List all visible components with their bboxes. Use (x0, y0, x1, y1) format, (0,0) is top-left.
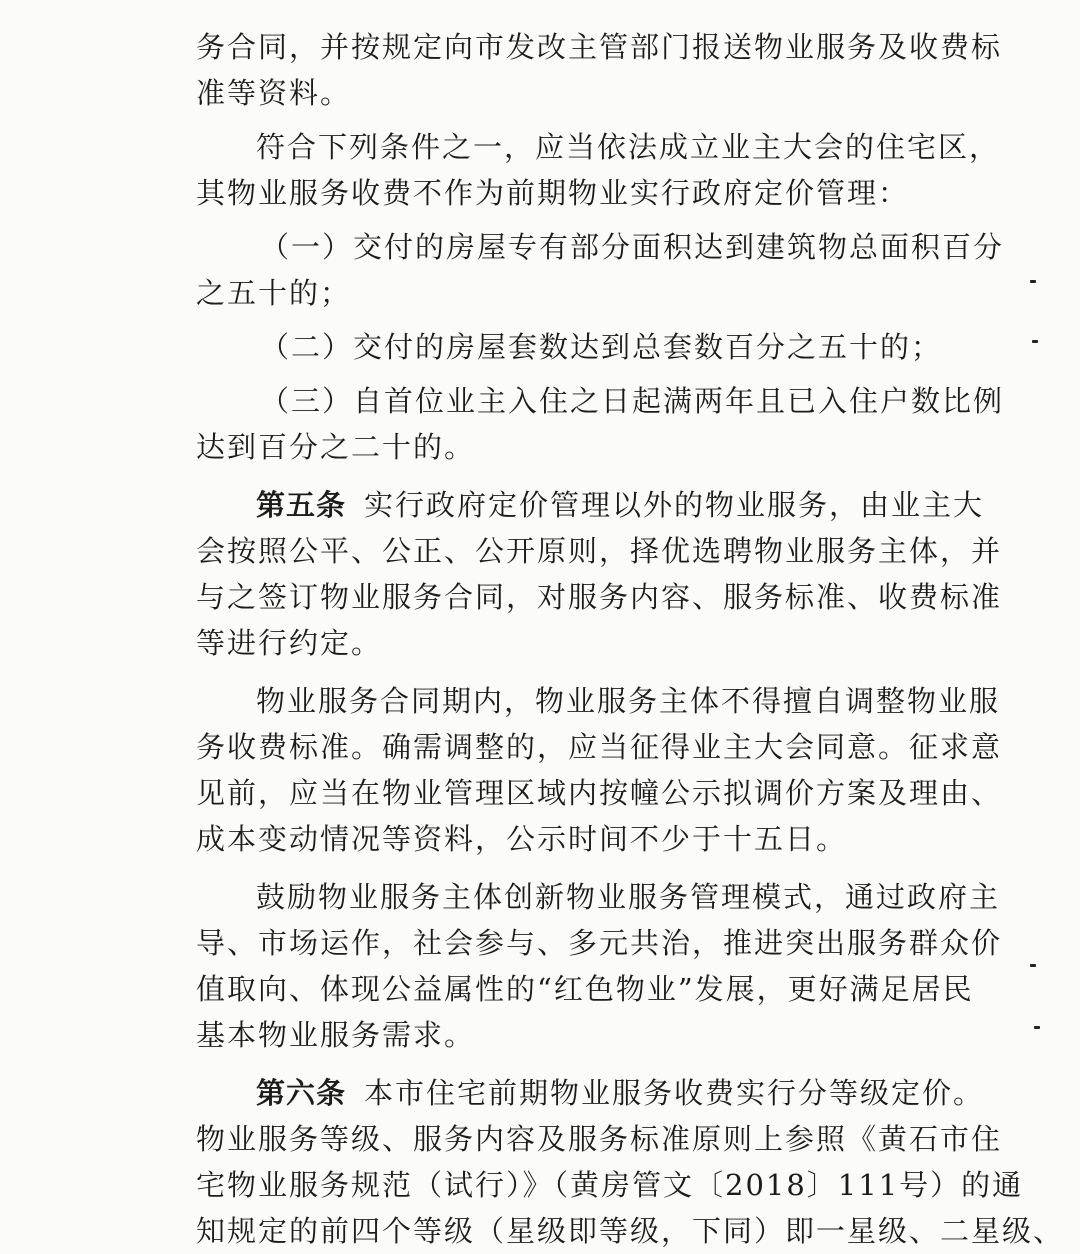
article-heading: 第五条 (256, 488, 347, 522)
text-line: 宅物业服务规范（试行）》（黄房管文〔2018〕111号）的通 (196, 1168, 1024, 1202)
text-line: 成本变动情况等资料，公示时间不少于十五日。 (196, 822, 848, 856)
text-line (196, 482, 985, 528)
text-line: 与之签订物业服务合同，对服务内容、服务标准、收费标准 (196, 580, 1003, 614)
text-line: 符合下列条件之一，应当依法成立业主大会的住宅区， (256, 130, 1001, 164)
text-line: 务合同，并按规定向市发改主管部门报送物业服务及收费标 (196, 30, 1003, 64)
text-line: 会按照公平、公正、公开原则，择优选聘物业服务主体，并 (196, 534, 1003, 568)
document-body (196, 24, 1065, 1254)
text-line: 之五十的； (196, 276, 352, 310)
text-line: 其物业服务收费不作为前期物业实行政府定价管理： (196, 176, 910, 210)
text-line: （三）自首位业主入住之日起满两年且已入住户数比例 (260, 384, 1005, 418)
text-line: 物业服务等级、服务内容及服务标准原则上参照《黄石市住 (196, 1122, 1003, 1156)
scan-speck (1032, 340, 1038, 343)
article-6 (196, 1070, 1065, 1254)
text-line: 导、市场运作，社会参与、多元共治，推进突出服务群众价 (196, 926, 1003, 960)
scan-speck (1030, 964, 1036, 967)
condition-item-2 (196, 324, 943, 370)
text-line: 基本物业服务需求。 (196, 1018, 476, 1052)
text-line (196, 1070, 985, 1116)
text-line: （二）交付的房屋套数达到总套数百分之五十的； (260, 330, 943, 364)
paragraph-continuation (196, 24, 1003, 116)
text-line: 务收费标准。确需调整的，应当征得业主大会同意。征求意 (196, 730, 1003, 764)
paragraph-encourage (196, 874, 1003, 1058)
text-line: 达到百分之二十的。 (196, 430, 476, 464)
text-line: 知规定的前四个等级（星级即等级，下同）即一星级、二星级、 (196, 1214, 1065, 1248)
text-line: 见前，应当在物业管理区域内按幢公示拟调价方案及理由、 (196, 776, 1003, 810)
paragraph-contract-period (196, 678, 1003, 862)
text-line: 鼓励物业服务主体创新物业服务管理模式，通过政府主 (256, 880, 1001, 914)
text-line: 值取向、体现公益属性的“红色物业”发展，更好满足居民 (196, 972, 974, 1006)
article-first-line: 本市住宅前期物业服务收费实行分等级定价。 (364, 1076, 985, 1110)
text-line: （一）交付的房屋专有部分面积达到建筑物总面积百分 (260, 230, 1005, 264)
paragraph-conditions-intro (196, 124, 1001, 216)
text-line: 等进行约定。 (196, 626, 383, 660)
condition-item-3 (196, 378, 1005, 470)
article-5 (196, 482, 1003, 666)
article-heading: 第六条 (256, 1076, 347, 1110)
scan-speck (1034, 1026, 1040, 1029)
condition-item-1 (196, 224, 1005, 316)
text-line: 物业服务合同期内，物业服务主体不得擅自调整物业服 (256, 684, 1001, 718)
text-line: 准等资料。 (196, 76, 352, 110)
scan-speck (1030, 280, 1036, 283)
article-first-line: 实行政府定价管理以外的物业服务，由业主大 (364, 488, 985, 522)
